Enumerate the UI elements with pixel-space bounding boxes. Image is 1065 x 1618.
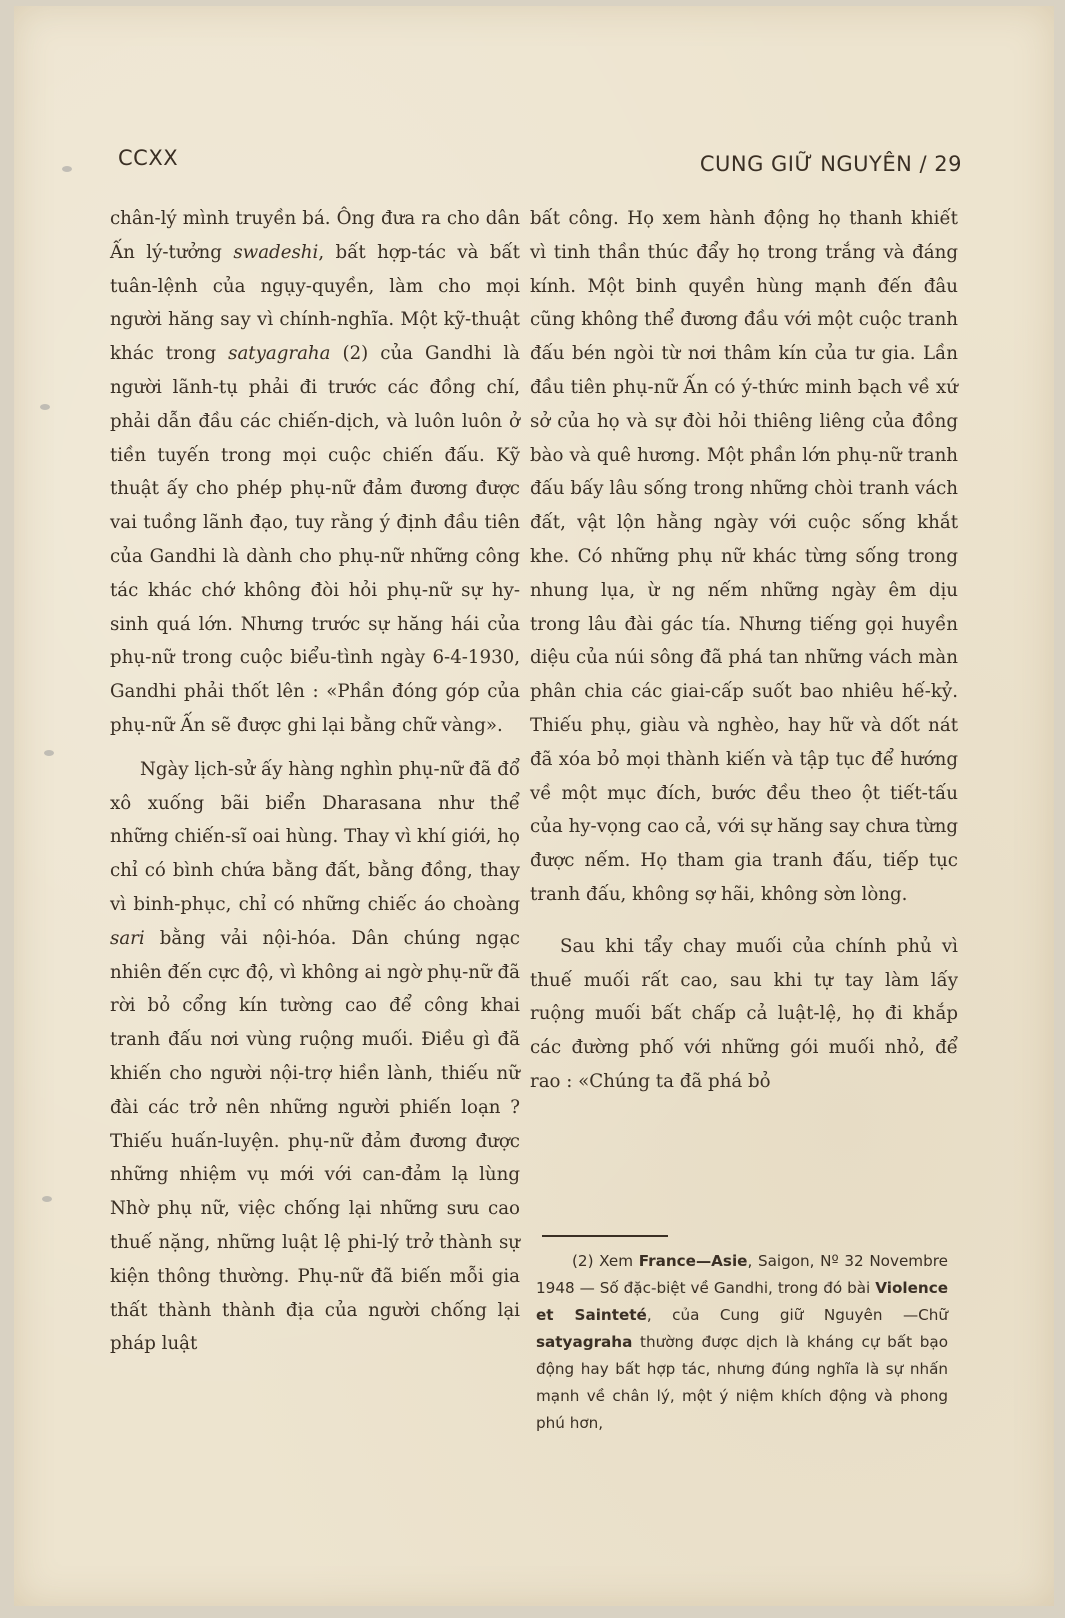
header-section-number: CCXX bbox=[118, 146, 179, 170]
header-author-page: CUNG GIỮ NGUYÊN / 29 bbox=[699, 152, 962, 176]
text-run: , của Cung giữ Nguyên —Chữ bbox=[646, 1306, 948, 1324]
page-header bbox=[118, 146, 962, 178]
text-run: , bất hợp-tác và bất tuân-lệnh của ngụy-quyền, làm cho mọi người hăng say vì chính-nghĩa. Một kỹ-thuật khác trong bbox=[110, 241, 520, 365]
bold-title: Violence et Sainteté bbox=[536, 1279, 948, 1324]
paragraph: bất công. Họ xem hành động họ thanh khiết vì tinh thần thúc đẩy họ trong trắng và đáng kính. Một binh quyền hùng mạnh đến đâu cũng không thể đương đầu với một cuộc tranh đấu bén ngòi từ nơi thâm kín của tư gia. Lần đầu tiên phụ-nữ Ấn có ý-thức minh bạch về xứ sở của họ và sự đòi hỏi thiêng liêng của đồng bào và quê hương. Một phần lớn phụ-nữ tranh đấu bấy lâu sống trong những chòi tranh vách đất, vật lộn hằng ngày với cuộc sống khắt khe. Có những phụ nữ khác từng sống trong nhung lụa, ừ ng nếm những ngày êm dịu trong lâu đài gác tía. Nhưng tiếng gọi huyền diệu của núi sông đã phá tan những vách màn phân chia các giai-cấp suốt bao nhiêu hế-kỷ. Thiếu phụ, giàu và nghèo, hay hữ và dốt nát đã xóa bỏ mọi thành kiến và tập tục để hướng về một mục đích, bước đều theo ột tiết-tấu của hy-vọng cao cả, với sự hăng say chưa từng được nếm. Họ tham gia tranh đấu, tiếp tục tranh đấu, không sợ hãi, không sờn lòng. bbox=[530, 208, 958, 905]
footnote-divider bbox=[542, 1235, 668, 1237]
binding-hole bbox=[44, 750, 54, 756]
bold-title: France—Asie bbox=[638, 1252, 748, 1270]
text-run: chân-lý mình truyền bá. Ông đưa ra cho dân Ấn lý-tưởng bbox=[110, 208, 520, 263]
footnote bbox=[536, 1248, 948, 1437]
italic-term: sari bbox=[110, 927, 145, 949]
text-run: , Saigon, Nº 32 Novembre 1948 — Số đặc-biệt về Gandhi, trong đó bài bbox=[536, 1252, 948, 1297]
right-column bbox=[530, 202, 958, 1099]
book-page bbox=[14, 6, 1054, 1606]
binding-hole bbox=[42, 1196, 52, 1202]
text-run: bằng vải nội-hóa. Dân chúng ngạc nhiên đến cực độ, vì không ai ngờ phụ-nữ đã rời bỏ cổng kín tường cao để công khai tranh đấu nơi vùng ruộng muối. Điều gì đã khiến cho người nội-trợ hiền lành, thiếu nữ đài các trở nên những người phiến loạn ? Thiếu huấn-luyện. phụ-nữ đảm đương được những nhiệm vụ mới với can-đảm lạ lùng Nhờ phụ nữ, việc chống lại những sưu cao thuế nặng, những luật lệ phi-lý trở thành sự kiện thông thường. Phụ-nữ đã biến mỗi gia thất thành thành địa của người chống lại pháp luật bbox=[110, 927, 520, 1355]
bold-term: satyagraha bbox=[536, 1333, 633, 1351]
paragraph: Sau khi tẩy chay muối của chính phủ vì thuế muối rất cao, sau khi tự tay làm lấy ruộng muối bất chấp cả luật-lệ, họ đi khắp các đường phố với những gói muối nhỏ, để rao : «Chúng ta đã phá bỏ bbox=[530, 935, 958, 1092]
italic-term: swadeshi bbox=[233, 241, 319, 263]
paragraph bbox=[110, 202, 520, 743]
left-column bbox=[110, 202, 520, 1361]
italic-term: satyagraha bbox=[228, 343, 331, 365]
text-run: (2) của Gandhi là người lãnh-tụ phải đi trước các đồng chí, phải dẫn đầu các chiến-dịch, và luôn luôn ở tiền tuyến trong mọi cuộc chiến đấu. Kỹ thuật ấy cho phép phụ-nữ đảm đương được vai tuồng lãnh đạo, tuy rằng ý định đầu tiên của Gandhi là dành cho phụ-nữ những công tác khác chớ không đòi hỏi phụ-nữ sự hy-sinh quá lớn. Nhưng trước sự hăng hái của phụ-nữ trong cuộc biểu-tình ngày 6-4-1930, Gandhi phải thốt lên : «Phần đóng góp của phụ-nữ Ấn sẽ được ghi lại bằng chữ vàng». bbox=[110, 343, 520, 736]
binding-hole bbox=[40, 404, 50, 410]
binding-hole bbox=[62, 166, 72, 172]
text-run: thường được dịch là kháng cự bất bạo động hay bất hợp tác, nhưng đúng nghĩa là sự nhấn mạnh về chân lý, một ý niệm khích động và phong phú hơn, bbox=[536, 1333, 948, 1432]
paragraph bbox=[110, 753, 520, 1361]
text-run: Ngày lịch-sử ấy hàng nghìn phụ-nữ đã đổ xô xuống bãi biển Dharasana như thể những chiến-sĩ oai hùng. Thay vì khí giới, họ chỉ có bình chứa bằng đất, bằng đồng, thay vì binh-phục, chỉ có những chiếc áo choàng bbox=[110, 758, 520, 915]
text-run: (2) Xem bbox=[572, 1252, 639, 1270]
